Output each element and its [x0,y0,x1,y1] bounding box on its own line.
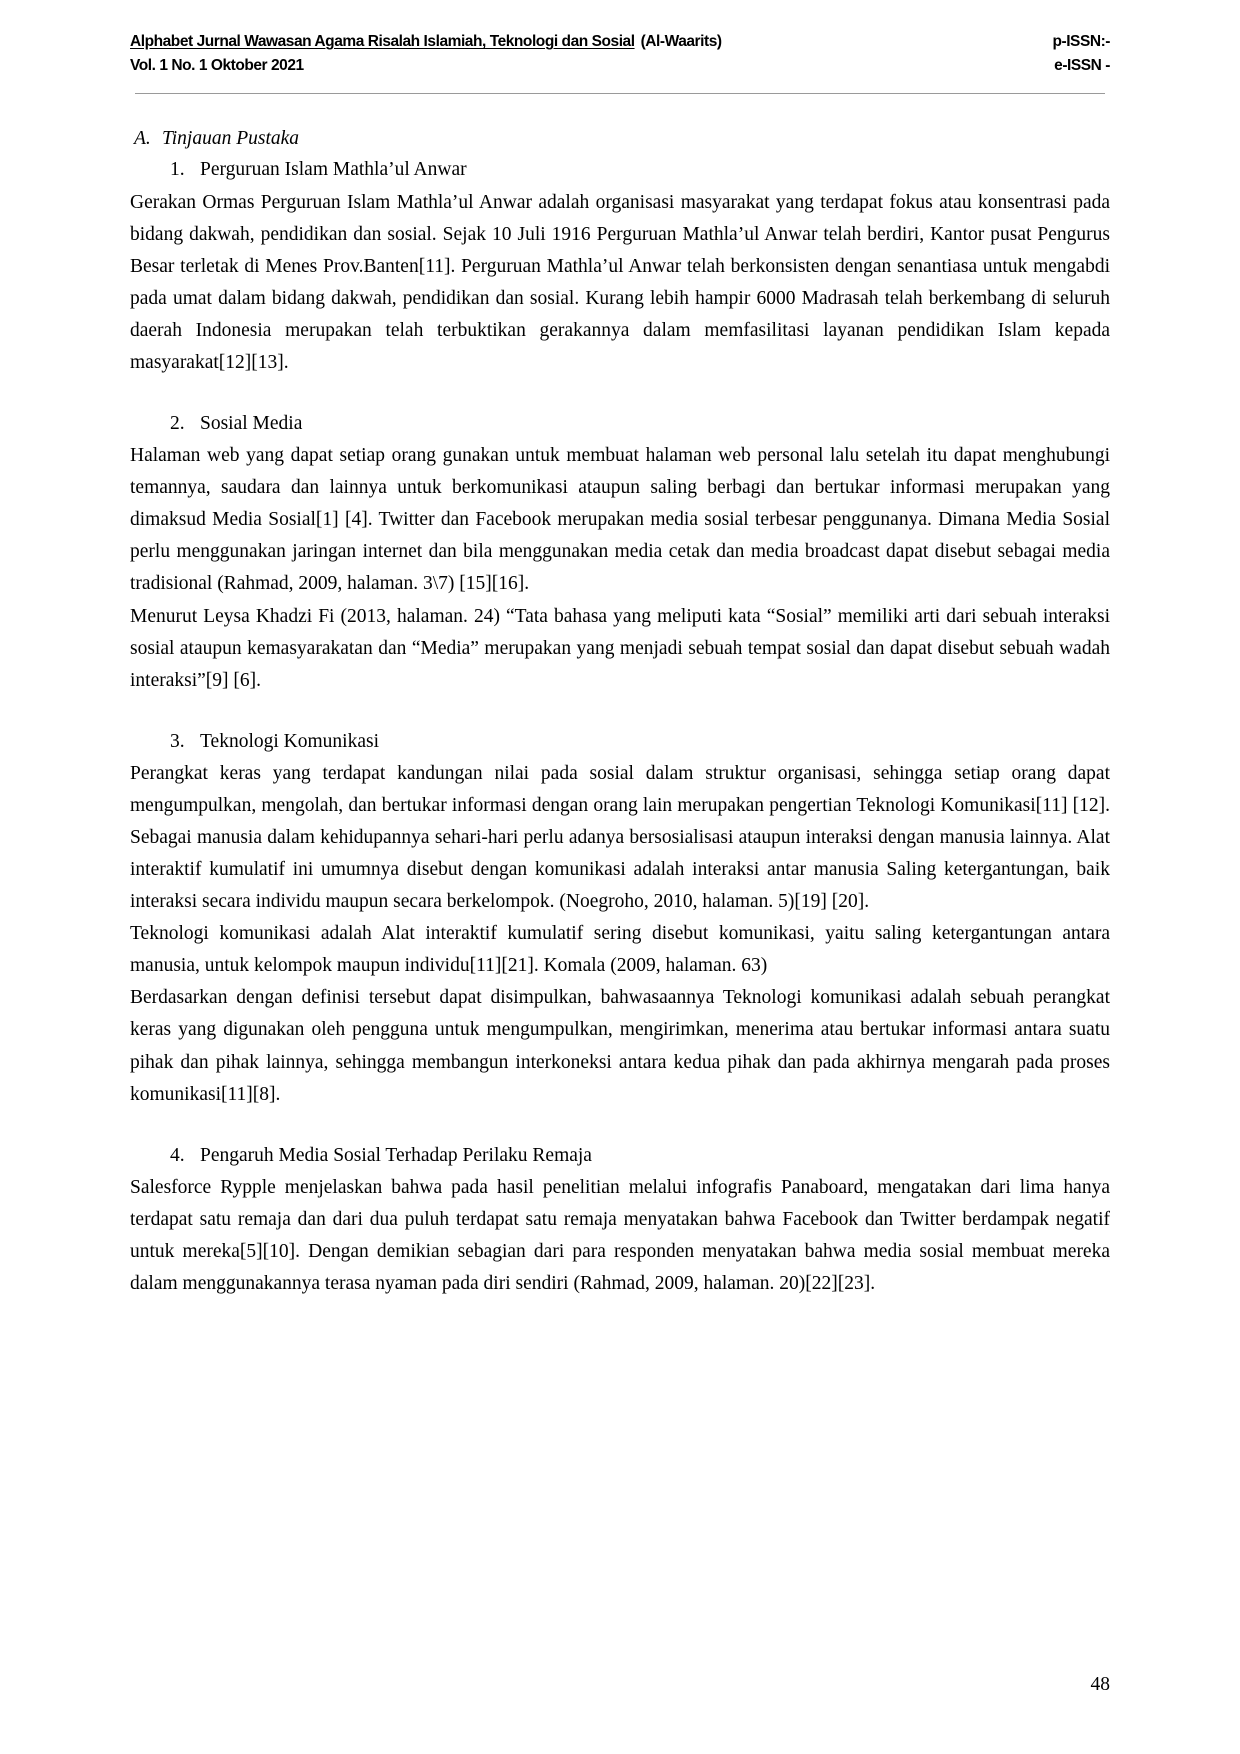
running-head [130,30,1110,77]
subsection-3-number: 3. [170,730,185,752]
issue-info: Vol. 1 No. 1 Oktober 2021 [130,56,304,74]
e-issn: e-ISSN - [1054,56,1110,74]
subsection-1-title: Perguruan Islam Mathla’ul Anwar [200,159,467,181]
subsection-4-number: 4. [170,1144,185,1166]
spacer [130,1111,1110,1141]
paragraph-pengaruh-media-sosial: Salesforce Rypple menjelaskan bahwa pada hasil penelitian melalui infografis Panaboard, mengatakan dari lima hanya terdapat satu remaja dan dari dua puluh terdapat satu remaja menyatakan bahwa Facebook dan Twitter berdampak negatif untuk mereka[5][10]. Dengan demikian sebagian dari para responden menyatakan bahwa media sosial membuat mereka dalam menggunakannya terasa nyaman pada diri sendiri (Rahmad, 2009, halaman. 20)[22][23]. [130,1176,1110,1295]
journal-title-block [130,30,722,54]
paragraph-sosial-media-1: Halaman web yang dapat setiap orang gunakan untuk membuat halaman web personal lalu setelah itu dapat menghubungi temannya, saudara dan lainnya untuk berkomunikasi ataupun saling berbagi dan bertukar informasi merupakan yang dimaksud Media Sosial[1] [4]. Twitter dan Facebook merupakan media sosial terbesar penggunanya. Dimana Media Sosial perlu menggunakan jaringan internet dan bila menggunakan media cetak dan media broadcast dapat disebut sebagai media tradisional (Rahmad, 2009, halaman. 3\7) [15][16]. [130,445,1110,595]
subsection-2-number: 2. [170,412,185,434]
paragraph-teknologi-komunikasi-2: Teknologi komunikasi adalah Alat interaktif kumulatif sering disebut komunikasi, yaitu saling ketergantungan antara manusia, untuk kelompok maupun individu[11][21]. Komala (2009, halaman. 63) [130,923,1110,977]
subsection-3-title: Teknologi Komunikasi [200,730,379,752]
paragraph-perguruan-islam: Gerakan Ormas Perguruan Islam Mathla’ul Anwar adalah organisasi masyarakat yang terdapat fokus atau konsentrasi pada bidang dakwah, pendidikan dan sosial. Sejak 10 Juli 1916 Perguruan Mathla’ul Anwar telah berdiri, Kantor pusat Pengurus Besar terletak di Menes Prov.Banten[11]. Perguruan Mathla’ul Anwar telah berkonsisten dengan senantiasa untuk mengabdi pada umat dalam bidang dakwah, pendidikan dan sosial. Kurang lebih hampir 6000 Madrasah telah berkembang di seluruh daerah Indonesia merupakan telah terbuktikan gerakannya dalam memfasilitasi layanan pendidikan Islam kepada masyarakat[12][13]. [130,191,1110,373]
paragraph-sosial-media-2: Menurut Leysa Khadzi Fi (2013, halaman. 24) “Tata bahasa yang meliputi kata “Sosial” memiliki arti dari sebuah interaksi sosial ataupun kemasyarakatan dan “Media” merupakan yang menjadi sebuah tempat sosial dan dapat disebut sebuah wadah interaksi”[9] [6]. [130,605,1110,691]
section-a-letter: A. [134,128,151,150]
paragraph-teknologi-komunikasi-1: Perangkat keras yang terdapat kandungan nilai pada sosial dalam struktur organisasi, sehingga setiap orang dapat mengumpulkan, mengolah, dan bertukar informasi dengan orang lain merupakan pengertian Teknologi Komunikasi[11] [12]. Sebagai manusia dalam kehidupannya sehari-hari perlu adanya bersosialisasi ataupun interaksi dengan manusia lainnya. Alat interaktif kumulatif ini umumnya disebut dengan komunikasi adalah interaksi antar manusia Saling ketergantungan, baik interaksi secara individu maupun secara berkelompok. (Noegroho, 2010, halaman. 5)[19] [20]. [130,762,1110,913]
subsection-1-number: 1. [170,159,185,181]
journal-title: Alphabet Jurnal Wawasan Agama Risalah Islamiah, Teknologi dan Sosial [130,33,635,50]
spacer [130,379,1110,409]
journal-abbreviation: (Al-Waarits) [640,33,722,50]
section-heading-a [130,124,1110,153]
subsection-heading-2 [130,409,1110,438]
subsection-2-title: Sosial Media [200,412,303,434]
p-issn: p-ISSN:- [1052,33,1110,50]
running-head-line-2 [130,54,1110,78]
section-a-title: Tinjauan Pustaka [162,128,300,150]
paragraph-teknologi-komunikasi-3: Berdasarkan dengan definisi tersebut dapat disimpulkan, bahwasaannya Teknologi komunikasi adalah sebuah perangkat keras yang digunakan oleh pengguna untuk mengumpulkan, mengirimkan, menerima atau bertukar informasi antara suatu pihak dan pihak lainnya, sehingga membangun interkoneksi antara kedua pihak dan pada akhirnya mengarah pada proses komunikasi[11][8]. [130,987,1110,1105]
running-head-line-1 [130,30,1110,54]
subsection-heading-4 [130,1141,1110,1170]
page-content [130,124,1110,1300]
subsection-4-title: Pengaruh Media Sosial Terhadap Perilaku Remaja [200,1144,592,1166]
subsection-heading-1 [130,155,1110,184]
page-number: 48 [1090,1674,1110,1695]
spacer [130,697,1110,727]
subsection-heading-3 [130,727,1110,756]
header-divider [135,93,1105,94]
